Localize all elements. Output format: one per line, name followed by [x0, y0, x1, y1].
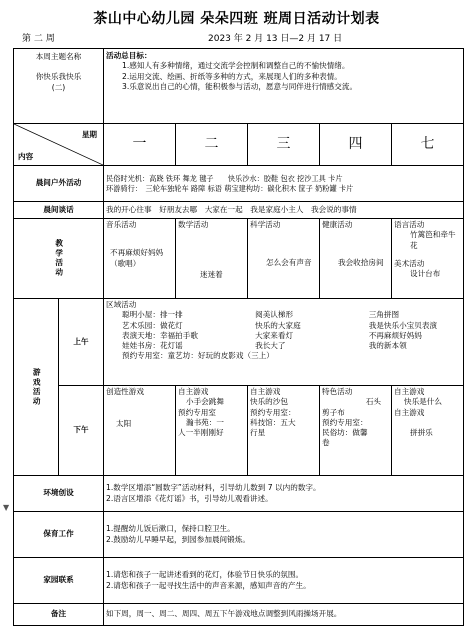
area-item: 艺术乐园：做花灯 — [122, 320, 183, 330]
family-item: 1.请您和孩子一起讲述看到的花灯，体验节日快乐的氛围。 — [106, 570, 304, 580]
morning-outdoor-label: 晨间户外活动 — [14, 166, 104, 202]
family-item: 2.请您和孩子一起寻找生活中的声音来源，感知声音的产生。 — [106, 580, 311, 590]
area-item: 不再麻烦好妈妈 — [368, 330, 422, 340]
environment-item: 2.语言区增添《花灯谣》书，引导幼儿观看讲述。 — [106, 493, 273, 503]
theme-name: 你快乐我快乐 — [35, 72, 82, 82]
pm-line: 民俗坊：做馨 — [322, 428, 368, 437]
game-am-content — [104, 299, 464, 386]
area-item: 我的新本领 — [368, 341, 407, 350]
pm-line: 自主游戏 — [394, 387, 425, 396]
corner-bottom-label: 内容 — [18, 151, 34, 161]
teaching-cell-fri — [392, 219, 464, 299]
game-pm-cell-thu — [320, 386, 392, 476]
pm-line: 快乐的沙包 — [250, 397, 288, 407]
pm-line: 小手会跳舞 — [186, 397, 224, 407]
week-label: 第 二 周 — [22, 34, 55, 44]
pm-line: 石头 — [365, 397, 381, 407]
teaching-subject: 数学活动 — [178, 220, 209, 229]
day-header-row — [14, 124, 464, 166]
environment-row — [14, 476, 464, 512]
day-header-thu: 四 — [320, 124, 392, 166]
goal-item: 2.运用交流、绘画、折纸等多种的方式，来展现人们的多种表情。 — [122, 71, 342, 81]
teaching-row — [14, 219, 464, 299]
corner-top-label: 星期 — [81, 130, 97, 139]
game-pm-label: 下午 — [59, 386, 104, 476]
day-header-fri: 七 — [392, 124, 464, 166]
area-item: 阅美认梯形 — [255, 310, 294, 320]
morning-outdoor-content — [104, 166, 464, 202]
morning-talk-row — [14, 202, 464, 219]
area-item: 我是快乐小宝贝表演 — [368, 320, 438, 330]
area-activity-title: 区域活动 — [106, 300, 137, 309]
environment-content — [104, 476, 464, 512]
theme-label: 本周主题名称 — [35, 52, 82, 61]
morning-talk-content: 我的开心往事 好朋友去哪 大家在一起 我是家庭小主人 我会说的事情 — [104, 202, 464, 219]
game-am-row — [14, 299, 464, 386]
pm-line: 科技馆：五大 — [250, 417, 296, 427]
pm-line: 自主游戏 — [178, 387, 209, 396]
date-range: 2023 年 2 月 13 日—2 月 17 日 — [208, 34, 343, 44]
pm-line: 预约专用室： — [322, 417, 368, 427]
pm-line: 预约专用室 — [178, 407, 216, 417]
teaching-content: 竹篱笆和牵牛花 — [410, 230, 456, 250]
pm-line: 剪子布 — [322, 407, 345, 417]
goals-title: 活动总目标： — [106, 51, 152, 60]
morning-talk-label: 晨间谈话 — [14, 202, 104, 219]
pm-line: 特色活动 — [322, 387, 353, 396]
plan-table — [13, 48, 464, 626]
goals-cell — [104, 49, 464, 124]
pm-line: 行星 — [250, 428, 266, 437]
care-item: 1.提醒幼儿饭后漱口，保持口腔卫生。 — [106, 524, 235, 534]
teaching-subject: 健康活动 — [322, 220, 353, 229]
care-row — [14, 512, 464, 558]
teaching-label: 教学活动 — [54, 239, 64, 278]
day-header-mon: 一 — [104, 124, 176, 166]
pm-line: 自主游戏 — [250, 387, 281, 396]
family-content — [104, 558, 464, 604]
environment-label: 环境创设 — [14, 476, 104, 512]
teaching-content: 迷迷着 — [200, 270, 223, 280]
area-item: 快乐的大家庭 — [255, 320, 301, 330]
remarks-label: 备注 — [14, 604, 104, 626]
pm-line: 太阳 — [116, 419, 132, 429]
teaching-subject: 音乐活动 — [106, 220, 137, 229]
family-row — [14, 558, 464, 604]
area-item: 聪明小屋：排一排 — [122, 310, 183, 320]
morning-outdoor-row — [14, 166, 464, 202]
goal-item: 3.乐意说出自己的心情，能积极参与活动，愿意与同伴进行情感交流。 — [122, 81, 358, 91]
game-pm-row — [14, 386, 464, 476]
care-content — [104, 512, 464, 558]
pm-line: 创造性游戏 — [106, 387, 144, 396]
teaching-cell-wed — [248, 219, 320, 299]
pm-line: 预约专用室： — [250, 407, 296, 417]
theme-row — [14, 49, 464, 124]
theme-cell — [14, 49, 104, 124]
game-pm-cell-tue — [176, 386, 248, 476]
area-item: 大家来看灯 — [255, 330, 294, 340]
remarks-content: 如下周，周一、周二、周四、周五下午游戏地点调整到风雨操场开展。 — [104, 604, 464, 626]
teaching-label-cell — [14, 219, 104, 299]
game-pm-cell-mon — [104, 386, 176, 476]
morning-outdoor-line: 民俗时光机：高跷 铁环 舞龙 毽子 快乐沙水：胶鞋 包衣 挖沙工具 卡片 — [106, 173, 343, 183]
area-item: 我长大了 — [255, 341, 286, 350]
game-pm-cell-wed — [248, 386, 320, 476]
game-am-label: 上午 — [59, 299, 104, 386]
day-header-wed: 三 — [248, 124, 320, 166]
game-label: 游戏活动 — [32, 367, 42, 407]
pm-line: 瀚书苑：一 — [186, 417, 224, 427]
family-label: 家园联系 — [14, 558, 104, 604]
teaching-subject: 美术活动 — [394, 258, 425, 268]
care-item: 2.鼓励幼儿早睡早起，到园参加晨间锻炼。 — [106, 534, 250, 544]
booking-room-note: 预约专用室：童艺坊：好玩的皮影戏（三上） — [122, 351, 274, 361]
pm-line: 拼拼乐 — [410, 427, 433, 437]
page-title: 茶山中心幼儿园 朵朵四班 班周日活动计划表 — [93, 11, 380, 27]
area-item: 表演天地：幸福拍手歌 — [122, 330, 198, 340]
collapse-arrow-icon[interactable]: ▼ — [3, 503, 10, 512]
day-corner-cell — [14, 124, 104, 166]
teaching-content: 不再麻烦好妈妈（歌唱） — [110, 248, 164, 268]
environment-item: 1.数学区增添“圆数字”活动材料，引导幼儿数到 7 以内的数字。 — [106, 483, 321, 493]
teaching-cell-mon — [104, 219, 176, 299]
teaching-subject: 语言活动 — [394, 220, 425, 229]
teaching-subject: 科学活动 — [250, 220, 281, 229]
goal-item: 1.感知人有多种情绪，通过交流学会控制和调整自己的不愉快情绪。 — [122, 61, 350, 71]
pm-line: 快乐是什么 — [404, 397, 442, 407]
morning-outdoor-line: 环游骑行： 三轮车独轮车 路障 标语 萌宝建构坊：碳化积木 筐子 奶粉罐 卡片 — [106, 183, 354, 193]
area-item: 娃娃书房：花灯谣 — [122, 341, 183, 350]
pm-line: 卷 — [322, 438, 330, 448]
remarks-row — [14, 604, 464, 626]
game-pm-cell-fri — [392, 386, 464, 476]
theme-number: (二) — [51, 82, 66, 92]
area-item: 三角拼图 — [368, 310, 400, 320]
game-label-cell — [14, 299, 59, 476]
area-activity-grid — [106, 310, 461, 351]
day-header-tue: 二 — [176, 124, 248, 166]
teaching-content: 我会收拾房间 — [338, 258, 384, 268]
teaching-content: 怎么会有声音 — [266, 258, 312, 268]
pm-line: 人一半刚刚好 — [178, 428, 224, 437]
care-label: 保育工作 — [14, 512, 104, 558]
teaching-cell-thu — [320, 219, 392, 299]
teaching-content: 设计台布 — [410, 269, 441, 278]
pm-line: 自主游戏 — [394, 407, 425, 417]
teaching-cell-tue — [176, 219, 248, 299]
